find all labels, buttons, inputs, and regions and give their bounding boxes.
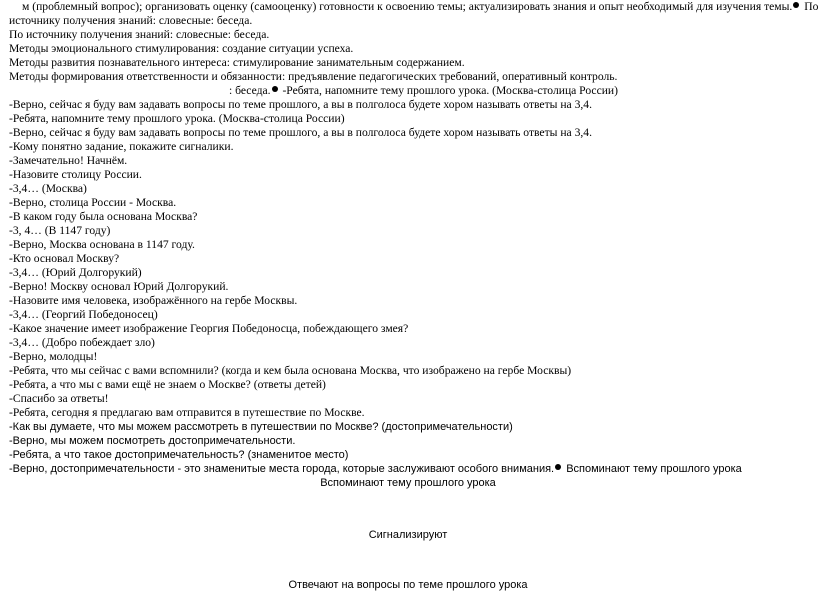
text-line: -Ребята, а что мы с вами ещё не знаем о Москве? (ответы детей) xyxy=(9,378,326,391)
text-line: По источнику получения знаний: словесные: беседа. xyxy=(9,28,270,41)
text-line: -Верно, сейчас я буду вам задавать вопросы по теме прошлого, а вы в полголоса будете хором называть ответы на 3,4. xyxy=(9,98,592,111)
text-line: -Кому понятно задание, покажите сигналики. xyxy=(9,140,234,153)
text-line: -Верно! Москву основал Юрий Долгорукий. xyxy=(9,280,229,293)
text-line: -Ребята, что мы сейчас с вами вспомнили? (когда и кем была основана Москва, что изображено на гербе Москвы) xyxy=(9,364,572,377)
text-line: -Как вы думаете, что мы можем рассмотреть в путешествии по Москве? (достопримечательности) xyxy=(9,421,513,433)
text-line: -Ребята, напомните тему прошлого урока. (Москва-столица России) xyxy=(9,112,345,125)
text-line: Методы формирования ответственности и обязанности: предъявление педагогических требований, оперативный контроль. xyxy=(9,70,618,83)
text-line: Методы развития познавательного интереса: стимулирование занимательным содержанием. xyxy=(9,56,465,69)
text-line: -Ребята, а что такое достопримечательность? (знаменитое место) xyxy=(9,449,349,461)
text-fragment: По xyxy=(804,0,818,13)
text-line: -Назовите столицу России. xyxy=(9,168,142,181)
student-activity-label: Сигнализируют xyxy=(368,529,448,541)
text-line: -3, 4… (В 1147 году) xyxy=(9,224,111,237)
text-line: -3,4… (Добро побеждает зло) xyxy=(9,336,155,349)
text-fragment: -Ребята, напомните тему прошлого урока. (Москва-столица России) xyxy=(282,84,618,97)
text-line xyxy=(9,462,742,476)
text-line: -3,4… (Юрий Долгорукий) xyxy=(9,266,142,279)
student-activity-label: Вспоминают тему прошлого урока xyxy=(320,477,496,489)
text-line: -Кто основал Москву? xyxy=(9,252,120,265)
bullet-icon xyxy=(272,86,278,92)
text-line: -Ребята, сегодня я предлагаю вам отправится в путешествие по Москве. xyxy=(9,406,365,419)
text-line: -Верно, мы можем посмотреть достопримечательности. xyxy=(9,435,296,447)
text-line: источнику получения знаний: словесные: беседа. xyxy=(9,14,253,27)
text-fragment: -Верно, достопримечательности - это знаменитые места города, которые заслуживают особого внимания. xyxy=(9,463,555,475)
text-line: -Назовите имя человека, изображённого на гербе Москвы. xyxy=(9,294,298,307)
text-line xyxy=(22,0,818,14)
text-line: -Спасибо за ответы! xyxy=(9,392,109,405)
text-line: -3,4… (Москва) xyxy=(9,182,87,195)
text-fragment: : беседа. xyxy=(229,84,271,97)
text-line: Методы эмоционального стимулирования: создание ситуации успеха. xyxy=(9,42,354,55)
text-line: -Верно, Москва основана в 1147 году. xyxy=(9,238,195,251)
text-line: -Верно, сейчас я буду вам задавать вопросы по теме прошлого, а вы в полголоса будете хором называть ответы на 3,4. xyxy=(9,126,592,139)
bullet-icon xyxy=(555,464,561,470)
student-activity-label: Отвечают на вопросы по теме прошлого урока xyxy=(288,579,528,591)
text-fragment: м (проблемный вопрос); организовать оценку (самооценку) готовности к освоению темы; актуализировать знания и опыт необходимый для изучения темы. xyxy=(22,0,793,13)
text-line: -3,4… (Георгий Победоносец) xyxy=(9,308,158,321)
text-line: -В каком году была основана Москва? xyxy=(9,210,198,223)
text-line: -Какое значение имеет изображение Георгия Победоносца, побеждающего змея? xyxy=(9,322,409,335)
text-line: -Верно, молодцы! xyxy=(9,350,98,363)
bullet-icon xyxy=(793,2,799,8)
text-line: -Замечательно! Начнём. xyxy=(9,154,128,167)
text-fragment: Вспоминают тему прошлого урока xyxy=(566,463,742,475)
text-line: -Верно, столица России - Москва. xyxy=(9,196,177,209)
text-line xyxy=(229,84,618,98)
